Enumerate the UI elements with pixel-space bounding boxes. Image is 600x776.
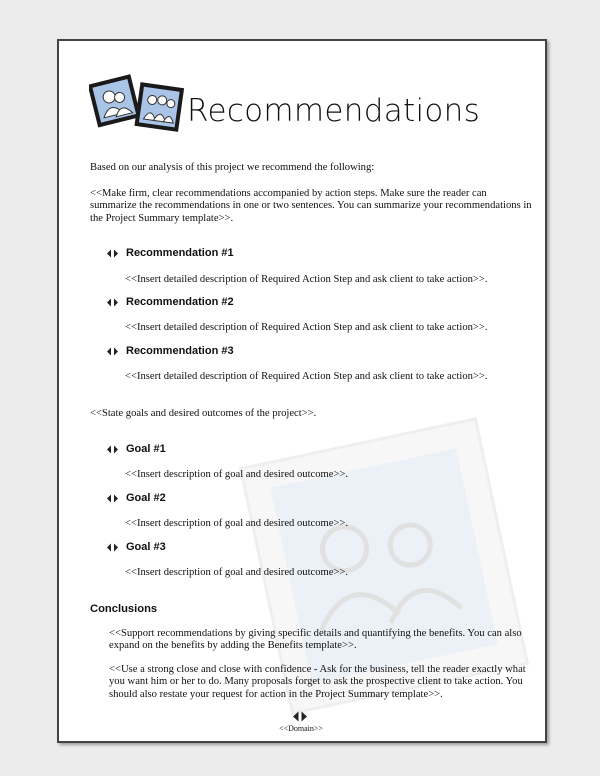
goal-2-description: <<Insert description of goal and desired outcome>>.: [125, 518, 349, 529]
goal-1-heading: Goal #1: [126, 443, 166, 455]
diamond-bullet-icon: [107, 543, 118, 552]
document-page: [57, 39, 547, 743]
conclusions-heading: Conclusions: [90, 603, 158, 615]
goal-3-heading: Goal #3: [126, 541, 166, 553]
goal-1-description: <<Insert description of goal and desired outcome>>.: [125, 469, 349, 480]
recommendation-2-heading: Recommendation #2: [126, 296, 234, 308]
recommendation-3-description: <<Insert detailed description of Required Action Step and ask client to take action>>.: [125, 371, 488, 382]
conclusions-paragraph-1: <<Support recommendations by giving specific details and quantifying the benefits. You can also expand on the benefits by adding the Benefits template>>.: [109, 628, 522, 652]
recommendation-1-heading: Recommendation #1: [126, 247, 234, 259]
footer-domain: <<Domain>>: [279, 724, 323, 733]
people-photos-logo-icon: [89, 71, 189, 141]
diamond-bullet-icon: [107, 249, 118, 258]
recommendation-3-heading: Recommendation #3: [126, 345, 234, 357]
goal-3-description: <<Insert description of goal and desired outcome>>.: [125, 567, 349, 578]
conclusions-paragraph-2: <<Use a strong close and close with confidence - Ask for the business, tell the reader exactly what you want him or her to do. Many proposals forget to ask the prospective client to take action. You should also restate your request for action in the Project Summary template>>.: [109, 664, 526, 700]
recommendation-1-description: <<Insert detailed description of Required Action Step and ask client to take action>>.: [125, 274, 488, 285]
recommendation-2-description: <<Insert detailed description of Required Action Step and ask client to take action>>.: [125, 322, 488, 333]
goals-intro: <<State goals and desired outcomes of the project>>.: [90, 408, 317, 419]
intro-note: <<Make firm, clear recommendations accompanied by action steps. Make sure the reader can summarize the recommendations in one or two sentences. You can summarize your recommendations in the Project Summary template>>.: [90, 188, 532, 224]
goal-2-heading: Goal #2: [126, 492, 166, 504]
diamond-footer-icon: [293, 711, 307, 722]
diamond-bullet-icon: [107, 347, 118, 356]
intro-text: Based on our analysis of this project we recommend the following:: [90, 162, 375, 173]
diamond-bullet-icon: [107, 445, 118, 454]
diamond-bullet-icon: [107, 494, 118, 503]
diamond-bullet-icon: [107, 298, 118, 307]
page-title: Recommendations: [187, 93, 481, 129]
